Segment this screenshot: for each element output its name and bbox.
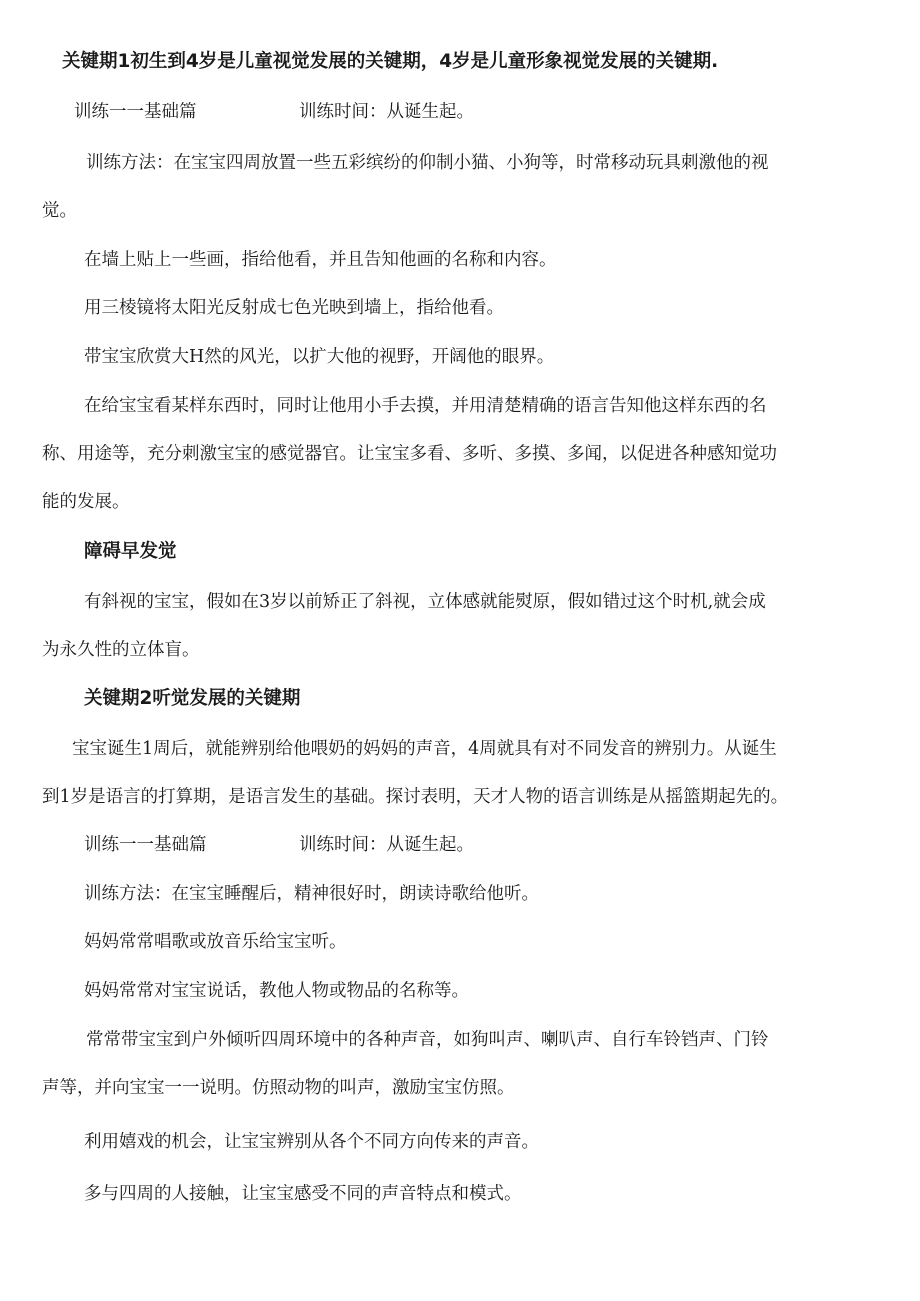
paragraph-strabismus-line: 有斜视的宝宝，假如在3岁以前矫正了斜视，立体感就能熨原，假如错过这个时机,就会成	[84, 592, 766, 612]
training-time-label: 训练时间：从诞生起。	[299, 102, 474, 122]
paragraph-nature: 带宝宝欣赏大H然的风光，以扩大他的视野，开阔他的眼界。	[84, 347, 555, 367]
paragraph-touch-line: 称、用途等，充分刺激宝宝的感觉器官。让宝宝多看、多听、多摸、多闻，以促进各种感知觉功	[42, 444, 777, 464]
paragraph-outdoor-line: 常常带宝宝到户外倾听四周环境中的各种声音，如狗叫声、喇叭声、自行车铃铛声、门铃	[86, 1030, 769, 1050]
paragraph-strabismus-line: 为永久性的立体盲。	[42, 640, 200, 660]
paragraph-wall-pictures: 在墙上贴上一些画，指给他看，并且告知他画的名称和内容。	[84, 250, 557, 270]
training-level-label: 训练一一基础篇	[84, 835, 207, 855]
training-method-paragraph-line: 训练方法：在宝宝四周放置一些五彩缤纷的仰制小猫、小狗等，时常移动玩具刺激他的视	[86, 153, 769, 173]
paragraph-talking: 妈妈常常对宝宝说话，教他人物或物品的名称等。	[84, 981, 469, 1001]
training-level-label: 训练一一基础篇	[74, 102, 197, 122]
section-heading-visual: 关键期1初生到4岁是儿童视觉发展的关键期，4岁是儿童形象视觉发展的关键期.	[62, 51, 719, 72]
paragraph-hearing-intro-line: 到1岁是语言的打算期，是语言发生的基础。探讨表明，天才人物的语言训练是从摇篮期起先的。	[42, 787, 789, 807]
section-heading-early-detection: 障碍早发觉	[84, 541, 177, 562]
paragraph-outdoor-line: 声等，并向宝宝一一说明。仿照动物的叫声，激励宝宝仿照。	[42, 1078, 515, 1098]
paragraph-prism: 用三棱镜将太阳光反射成七色光映到墙上，指给他看。	[84, 298, 504, 318]
training-method-paragraph: 训练方法：在宝宝睡醒后，精神很好时，朗读诗歌给他听。	[84, 884, 539, 904]
paragraph-people: 多与四周的人接触，让宝宝感受不同的声音特点和模式。	[84, 1184, 522, 1204]
paragraph-game: 利用嬉戏的机会，让宝宝辨别从各个不同方向传来的声音。	[84, 1132, 539, 1152]
paragraph-singing: 妈妈常常唱歌或放音乐给宝宝听。	[84, 932, 347, 952]
section-heading-hearing: 关键期2听觉发展的关键期	[84, 688, 301, 709]
paragraph-hearing-intro-line: 宝宝诞生1周后，就能辨别给他喂奶的妈妈的声音，4周就具有对不同发音的辨别力。从诞生	[72, 739, 777, 759]
training-time-label: 训练时间：从诞生起。	[299, 835, 474, 855]
training-method-paragraph-line: 觉。	[42, 201, 77, 221]
paragraph-touch-line: 在给宝宝看某样东西时，同时让他用小手去摸，并用清楚精确的语言告知他这样东西的名	[84, 396, 767, 416]
paragraph-touch-line: 能的发展。	[42, 492, 130, 512]
